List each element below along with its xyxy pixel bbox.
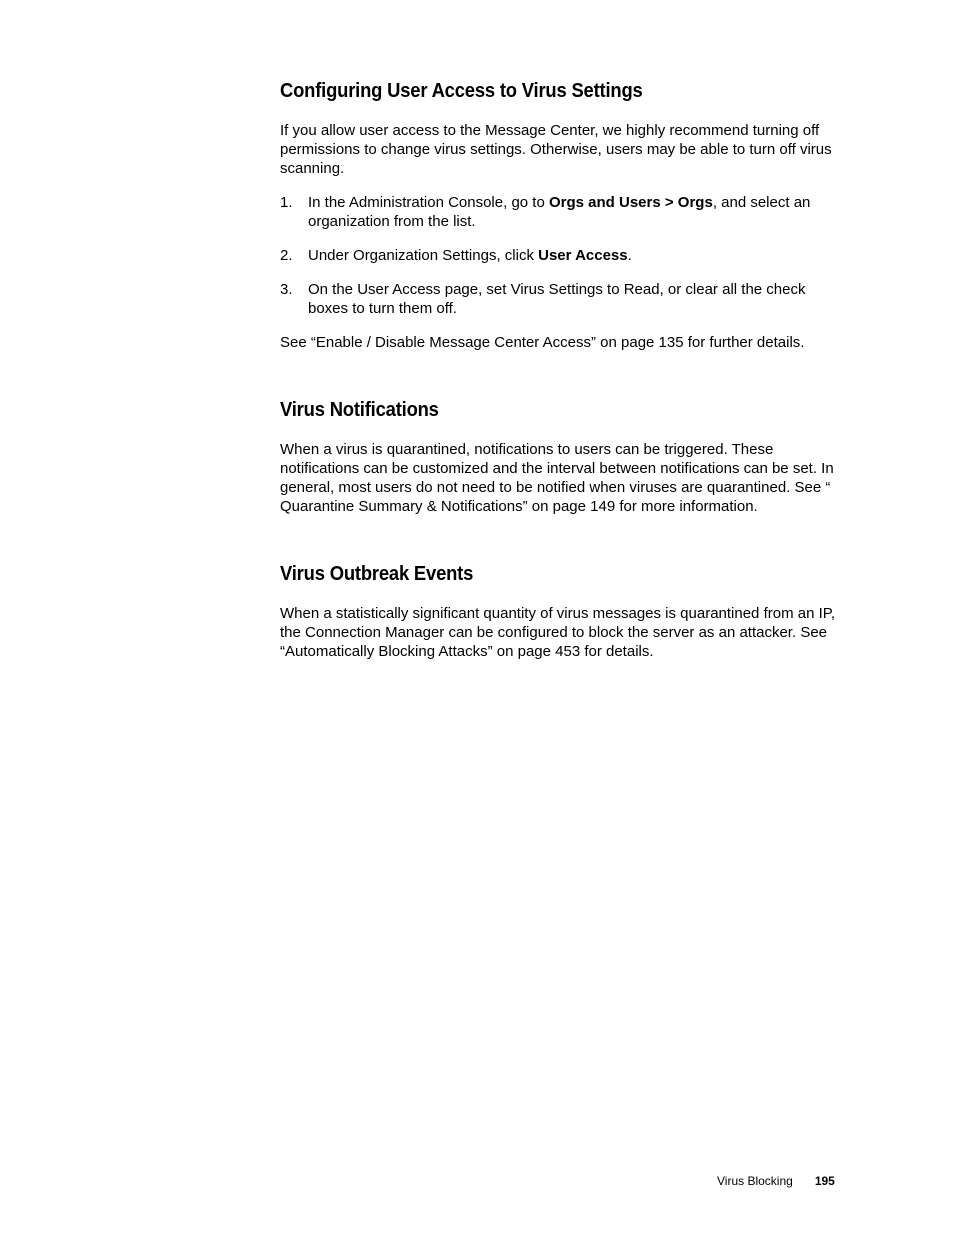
step-number: 1. — [280, 194, 293, 211]
section-heading-virus-outbreak: Virus Outbreak Events — [280, 563, 474, 585]
step-text-after: , and select an organization from the list. — [308, 194, 811, 230]
step-item — [280, 280, 846, 318]
step-text: On the User Access page, set Virus Settings to Read, or clear all the check boxes to turn them off. — [308, 281, 806, 317]
step-ui-path: Orgs and Users > Orgs — [548, 194, 713, 211]
footer-section-title: Virus Blocking — [717, 1174, 793, 1188]
section-body-paragraph: When a virus is quarantined, notifications to users can be triggered. These notifications can be customized and the interval between notifications can be set. In general, most users do not need to be notified when viruses are quarantined. See “ Quarantine Summary & Notifications” on page 149 for more information. — [280, 441, 834, 515]
step-text-after: . — [627, 247, 632, 264]
step-item — [280, 193, 846, 231]
section-heading-user-access: Configuring User Access to Virus Settings — [280, 80, 643, 102]
footer-page-number: 195 — [814, 1174, 835, 1188]
section-intro-paragraph: If you allow user access to the Message Center, we highly recommend turning off permissions to change virus settings. Otherwise, users may be able to turn off virus scanning. — [280, 122, 832, 177]
step-number: 3. — [280, 281, 293, 298]
step-text: Under Organization Settings, click — [308, 247, 539, 264]
page-content — [280, 77, 846, 661]
see-also-paragraph: See “Enable / Disable Message Center Access” on page 135 for further details. — [280, 334, 805, 351]
step-ui-path: User Access — [538, 247, 628, 264]
step-item — [280, 246, 846, 265]
section-body-paragraph: When a statistically significant quantity of virus messages is quarantined from an IP, the Connection Manager can be configured to block the server as an attacker. See “Automatically Blocking Attacks” on page 453 for details. — [280, 605, 835, 660]
step-number: 2. — [280, 247, 293, 264]
section-heading-virus-notifications: Virus Notifications — [280, 399, 439, 421]
page-footer — [717, 1174, 835, 1189]
step-text: In the Administration Console, go to — [308, 194, 549, 211]
steps-list — [280, 193, 846, 318]
